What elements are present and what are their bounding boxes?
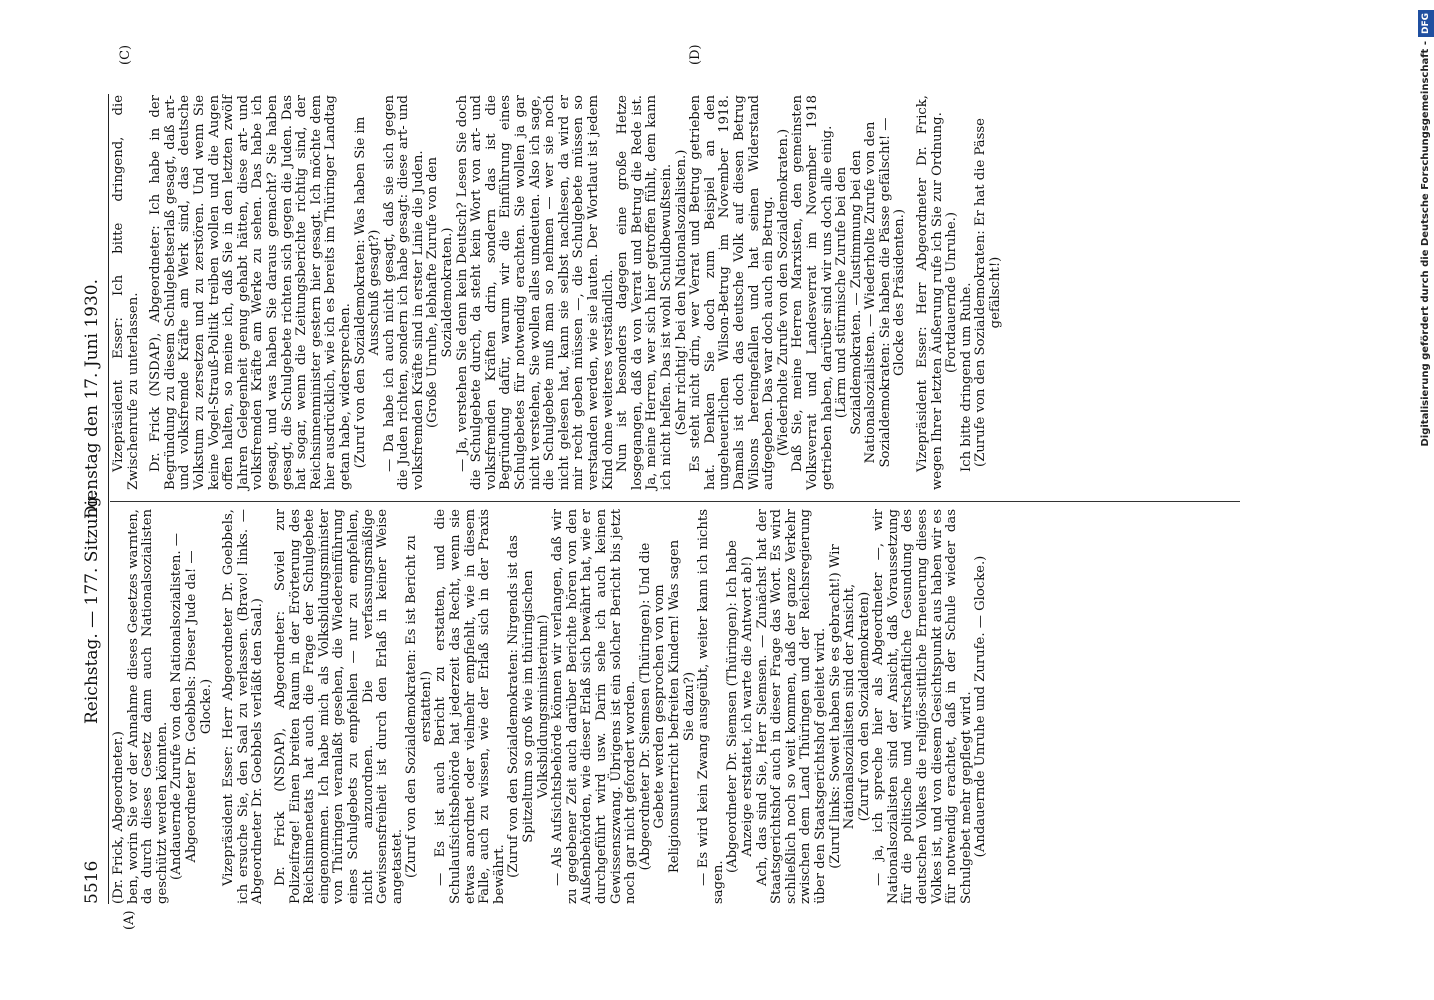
paragraph: Vizepräsident Esser: Herr Abgeordneter Dr. Goebbels, ich ersuche Sie, den Saal zu verlassen. (Bravo! links. — Abgeordneter Dr. Goebbels verläßt den Saal.) bbox=[221, 509, 266, 904]
paragraph: (Andauernde Unruhe und Zurufe. — Glocke.) bbox=[973, 555, 989, 858]
paragraph: (Zuruf von den Sozialdemokraten) bbox=[856, 591, 872, 822]
paragraph: Dr. Frick (NSDAP), Abgeordneter: Ich habe in der Begründung zu diesem Schulgebetserlaß gesagt, daß art- und volksfremde Kräfte am Werk sind, das deutsche Volkstum zu zersetzen und zu zerstören. Und wenn Sie keine Vogel-Strauß-Politik treiben wollen und die Augen offen halten, so meine ich, daß Sie in den letzten zwölf Jahren Gelegenheit genug gehabt hätten, diese art- und volksfremden Kräfte am Werke zu sehen. Das habe ich gesagt, und was haben Sie daraus gemacht? Sie haben gesagt, die Schulgebete richten sich gegen die Juden. Das hat sogar, wenn die Zeitungsberichte richtig sind, der Reichsinnenminister gestern hier gesagt. Ich möchte dem hier ausdrücklich, wie ich es bereits im Thüringer Landtag getan habe, widersprechen. bbox=[148, 95, 353, 490]
paragraph: ben, worin Sie vor der Annahme dieses Gesetzes warnten, da durch dieses Gesetz dann auch Nationalsozialisten geschützt werden könnten. bbox=[125, 509, 170, 904]
paragraph: — Ja, verstehen Sie denn kein Deutsch? Lesen Sie doch die Schulgebete durch, da steht kein Wort von art- und volksfremden Kräften drin, sondern das ist die Begründung dafür, warum wir die Einführung eines Schulgebetes für notwendig erachten. Sie wollen ja gar nicht verstehen, Sie wollen alles umdeuten. Also ich sage, die Schulgebete muß man so nehmen — wer sie noch nicht gelesen hat, kann sie selbst nachlesen, da wird er mir recht geben müssen —, die Schulgebete müssen so verstanden werden, wie sie lauten. Der Wortlaut ist jedem Kind ohne weiteres verständlich. bbox=[454, 95, 616, 490]
paragraph: — Es wird kein Zwang ausgeübt, weiter kann ich nichts sagen. bbox=[696, 509, 726, 904]
paragraph: (Abgeordneter Dr. Siemsen (Thüringen): Ich habe Anzeige erstattet, ich warte die Antwort ab!) bbox=[725, 540, 755, 873]
paragraph: (Zuruf von den Sozialdemokraten: Was haben Sie im Ausschuß gesagt?) bbox=[352, 116, 383, 469]
paragraph: (Dr. Frick, Abgeordneter.) bbox=[111, 731, 126, 904]
paragraph: (Große Unruhe, lebhafte Zurufe von den Sozialdemokraten.) bbox=[425, 157, 456, 428]
paragraph: (Andauernde Zurufe von den Nationalsozialisten. — Abgeordneter Dr. Goebbels: Dieser Jude da! — Glocke.) bbox=[169, 533, 214, 880]
credit-text: Digitalisierung gefördert durch die Deutsche Forschungsgemeinschaft - bbox=[1420, 41, 1431, 447]
paragraph: (Zuruf von den Sozialdemokraten: Nirgends ist das Spitzeltum so groß wie im thüringischen Volksbildungsministerium!) bbox=[506, 535, 551, 878]
paragraph: (Wiederholte Zurufe von den Sozialdemokraten.) bbox=[775, 128, 791, 457]
column-divider bbox=[110, 501, 1240, 502]
paragraph: (Abgeordneter Dr. Siemsen (Thüringen): Und die Gebete werden gesprochen von vom Religionsunterricht befreiten Kindern! Was sagen Sie dazu?) bbox=[637, 539, 697, 874]
margin-marker-d: (D) bbox=[688, 44, 703, 65]
digitization-credit bbox=[1418, 10, 1434, 990]
paragraph: (Zuruf von den Sozialdemokraten: Es ist Bericht zu erstatten!) bbox=[404, 535, 434, 878]
paragraph: — Da habe ich auch nicht gesagt, daß sie sich gegen die Juden richten, sondern ich habe gesagt: diese art- und volksfremden Kräfte sind in erster Linie die Juden. bbox=[381, 95, 426, 490]
paragraph: (Sehr richtig! bei den Nationalsozialisten.) bbox=[673, 149, 689, 436]
paragraph: Nun ist besonders dagegen eine große Hetze losgegangen, daß da von Verrat und Betrug die Rede ist. Ja, meine Herren, wer sich hier getroffen fühlt, dem kann ich nicht helfen. Das ist wohl Schuldbewußtsein. bbox=[615, 95, 674, 490]
paragraph: Daß Sie, meine Herren Marxisten, den gemeinsten Volksverrat und Landesverrat im November 1918 getrieben haben, darüber sind wir uns doch alle einig. bbox=[790, 95, 835, 490]
paragraph: (Fortdauernde Unruhe.) bbox=[944, 212, 960, 373]
page-number: 5516 bbox=[82, 860, 102, 904]
paragraph: — Es ist auch Bericht zu erstatten, und die Schulaufsichtsbehörde hat jederzeit das Recht, wenn sie etwas anordnet oder vielmehr empfiehlt, wie in diesem Falle, auch zu wissen, wie der Erlaß sich in der Praxis bewährt. bbox=[433, 509, 507, 904]
session-date: Dienstag den 17. Juni 1930. bbox=[82, 278, 102, 519]
dfg-logo: DFG bbox=[1418, 10, 1434, 37]
paragraph: Vizepräsident Esser: Herr Abgeordneter Dr. Frick, wegen Ihrer letzten Äußerung rufe ich Sie zur Ordnung. bbox=[915, 95, 945, 490]
margin-marker-a: (A) bbox=[122, 910, 137, 930]
text-column-left bbox=[112, 509, 989, 904]
paragraph: — ja, ich spreche hier als Abgeordneter —, wir Nationalsozialisten sind der Ansicht, daß Voraussetzung für die politische und wirtschaftliche Gesundung des deutschen Volkes die religiös-sittliche Erneuerung dieses Volkes ist, und von diesem Gesichtspunkt aus haben wir es für notwendig erachtet, daß in der Schule wieder das Schulgebet mehr gepflegt wird. bbox=[871, 509, 974, 904]
paragraph: (Zuruf links: Soweit haben Sie es gebracht!) Wir Nationalsozialisten sind der Ansicht, bbox=[827, 544, 858, 869]
page-header bbox=[82, 124, 108, 904]
paragraph: Es steht nicht drin, wer Verrat und Betrug getrieben hat. Denken Sie doch zum Beispiel an den ungeheuerlichen Wilson-Betrug im November 1918. Damals ist doch das deutsche Volk auf diesen Betrug Wilsons hereingefallen und hat seinen Widerstand aufgegeben. Das war doch auch ein Betrug. bbox=[688, 95, 777, 490]
paragraph: Vizepräsident Esser: Ich bitte dringend, die Zwischenrufe zu unterlassen. bbox=[111, 95, 141, 490]
session-title: Reichstag. — 177. Sitzung. bbox=[82, 491, 102, 724]
text-column-right bbox=[112, 95, 1004, 490]
margin-marker-c: (C) bbox=[118, 44, 133, 65]
paragraph: Ich bitte dringend um Ruhe. bbox=[958, 282, 974, 472]
paragraph: (Zurufe von den Sozialdemokraten: Er hat die Pässe gefälscht!) bbox=[973, 118, 1004, 467]
paragraph: Ach, das sind Sie, Herr Siemsen. — Zunächst hat der Staatsgerichtshof auch in dieser Frage das Wort. Es wird schließlich noch so weit kommen, daß der ganze Verkehr zwischen dem Land Thüringen und der Reichsregierung über den Staatsgerichtshof geleitet wird. bbox=[754, 509, 828, 904]
header-rule bbox=[108, 94, 109, 904]
paragraph: Dr. Frick (NSDAP), Abgeordneter: Soviel zur Polizeifrage! Einen breiten Raum in der Erörterung des Reichsinnenetats hat auch die Frage der Schulgebete eingenommen. Ich habe mich als Volksbildungsminister von Thüringen veranlaßt gesehen, die Wiedereinführung eines Schulgebets zu empfehlen — nur zu empfehlen, nicht anzuordnen. Die verfassungsmäßige Gewissensfreiheit ist durch den Erlaß in keiner Weise angetastet. bbox=[272, 509, 405, 904]
paragraph: — Als Aufsichtsbehörde können wir verlangen, daß wir zu gegebener Zeit auch darüber Berichte hören von den Außenbehörden, wie dieser Erlaß sich bewährt hat, wie er durchgeführt wird usw. Darin sehe ich auch keinen Gewissenszwang. Übrigens ist ein solcher Bericht bis jetzt noch gar nicht gefordert worden. bbox=[550, 509, 639, 904]
paragraph: (Lärm und stürmische Zurufe bei den Sozialdemokraten. — Zustimmung bei den Nationalsozialisten. — Wiederholte Zurufe von den Sozialdemokraten: Sie haben die Pässe gefälscht! — Glocke des Präsidenten.) bbox=[834, 117, 908, 468]
